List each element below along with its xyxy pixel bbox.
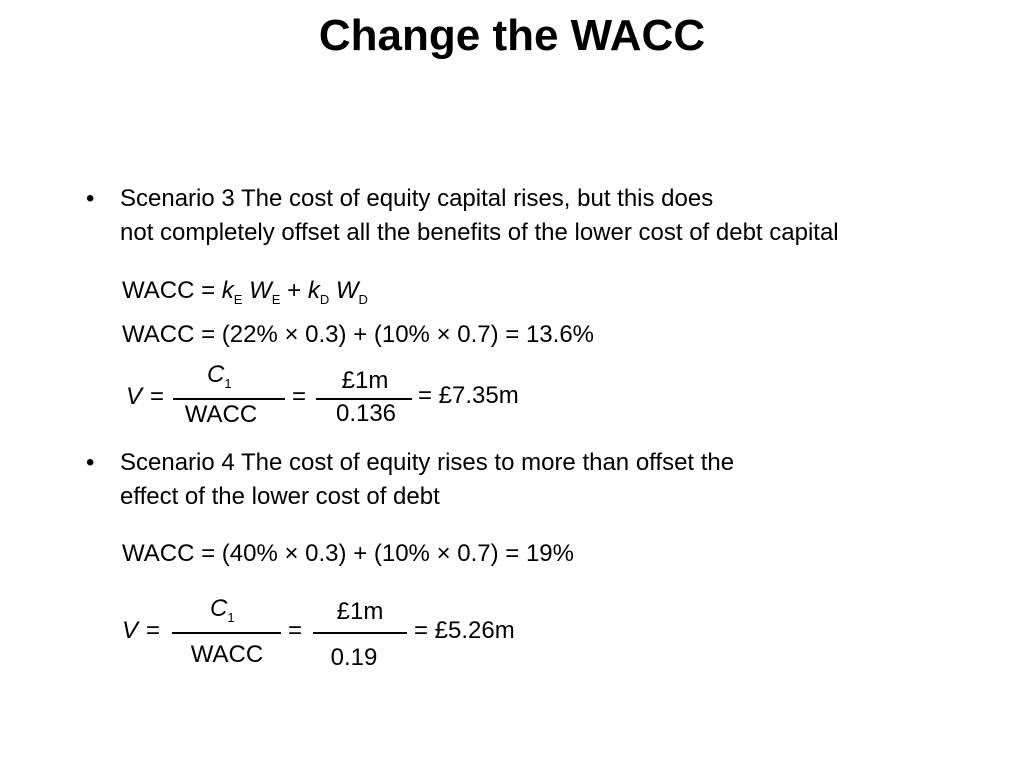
plus-sign: + — [280, 277, 308, 304]
valuation-result: = £5.26m — [414, 617, 515, 644]
w-symbol: W — [249, 277, 272, 304]
equals-sign: = — [292, 383, 307, 410]
equity-subscript: E — [271, 292, 281, 307]
fraction-denominator: 0.136 — [335, 400, 397, 427]
bullet-point: • — [86, 449, 95, 476]
c-symbol: C — [207, 361, 225, 388]
c-symbol: C — [210, 595, 228, 622]
wacc-formula — [122, 276, 368, 309]
valuation-result: = £7.35m — [418, 382, 519, 409]
fraction-denominator: WACC — [184, 401, 258, 428]
w-symbol: W — [335, 277, 359, 304]
equity-subscript: E — [233, 292, 243, 307]
wacc-formula-lhs: WACC = — [122, 277, 222, 304]
fraction-bar — [172, 632, 281, 634]
fraction-denominator: 0.19 — [330, 644, 378, 671]
scenario3-line1: Scenario 3 The cost of equity capital rises, but this does — [120, 185, 714, 212]
debt-subscript: D — [319, 292, 330, 307]
equals-sign: = — [146, 617, 161, 644]
scenario4-wacc-calc: WACC = (40% × 0.3) + (10% × 0.7) = 19% — [122, 540, 574, 567]
v-symbol: V — [122, 617, 139, 644]
equals-sign: = — [150, 383, 165, 410]
scenario4-line1: Scenario 4 The cost of equity rises to more than offset the — [120, 449, 735, 476]
fraction-numerator: £1m — [341, 367, 389, 394]
slide-title: Change the WACC — [318, 11, 706, 60]
fraction-numerator — [210, 594, 235, 627]
c-subscript: 1 — [227, 610, 235, 625]
scenario3-wacc-calc: WACC = (22% × 0.3) + (10% × 0.7) = 13.6% — [122, 321, 595, 348]
k-symbol: k — [307, 277, 320, 304]
fraction-numerator — [207, 360, 232, 393]
fraction-numerator: £1m — [336, 598, 384, 625]
c-subscript: 1 — [224, 376, 232, 391]
debt-subscript: D — [358, 292, 368, 307]
scenario3-line2: not completely offset all the benefits of the lower cost of debt capital — [120, 219, 839, 246]
equals-sign: = — [288, 617, 303, 644]
fraction-denominator: WACC — [190, 641, 264, 668]
scenario4-line2: effect of the lower cost of debt — [120, 483, 440, 510]
bullet-point: • — [86, 185, 95, 212]
v-symbol: V — [126, 383, 143, 410]
fraction-bar — [313, 632, 407, 634]
k-symbol: k — [221, 277, 234, 304]
